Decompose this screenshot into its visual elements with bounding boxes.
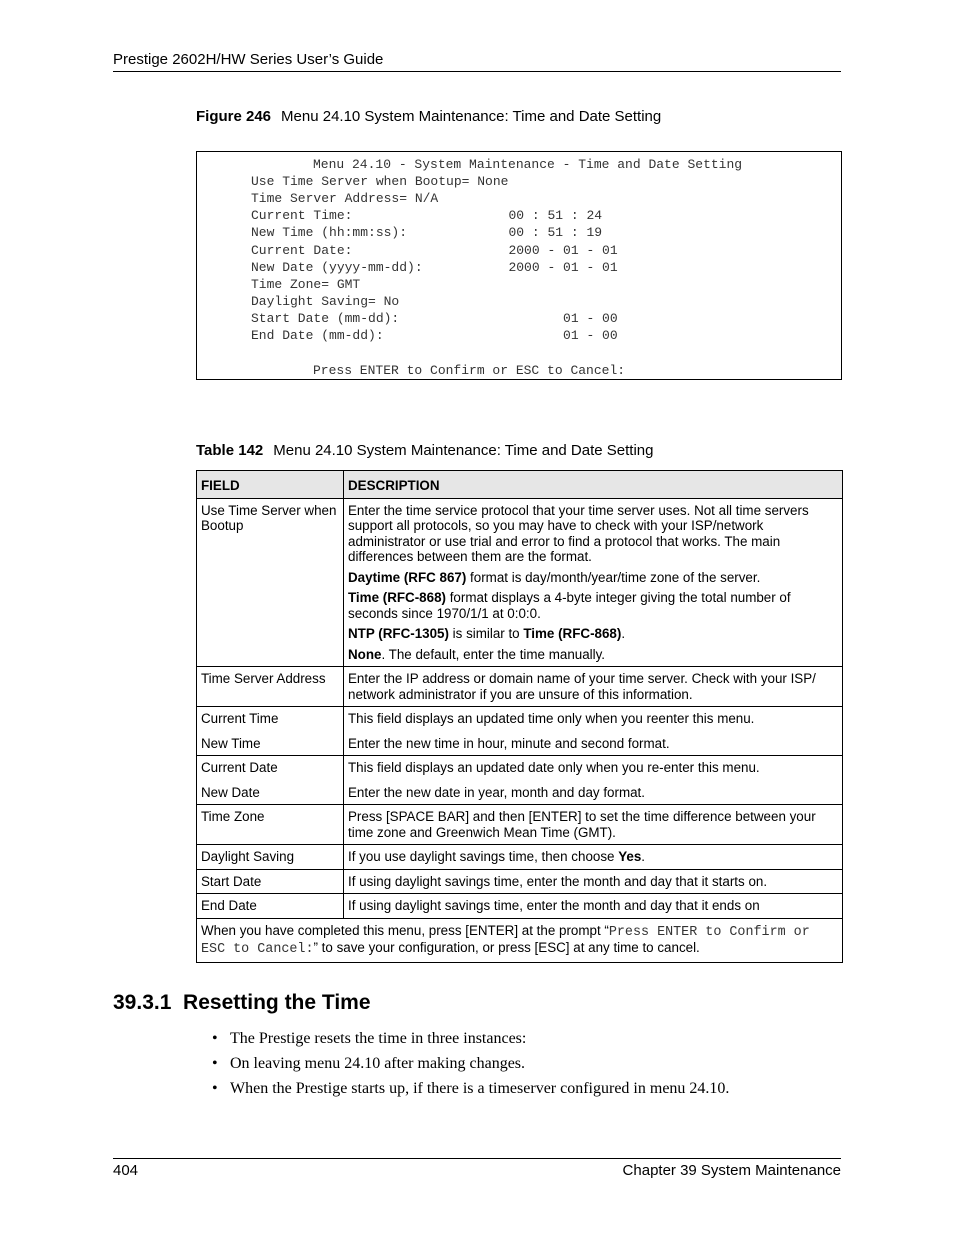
screen-line: Use Time Server when Bootup= None [251, 174, 509, 189]
field-cell: Daylight Saving [197, 845, 344, 870]
figure-caption [196, 108, 661, 125]
screen-prompt-line: Press ENTER to Confirm or ESC to Cancel: [313, 363, 626, 378]
description-cell: Enter the IP address or domain name of your time server. Check with your ISP/ network administrator if you are unsure of this information. [344, 667, 843, 707]
column-header-description: DESCRIPTION [344, 471, 843, 499]
description-text: None. The default, enter the time manually. [348, 646, 606, 662]
screen-line: Start Date (mm-dd): 01 - 00 [251, 311, 618, 326]
table-footer-note: When you have completed this menu, press [ENTER] at the prompt “Press ENTER to Confirm or ESC to Cancel:” to save your configuration, or press [ESC] at any time to cancel. [197, 918, 843, 962]
table-row [197, 756, 843, 805]
field-cell: Current Time New Time [197, 707, 344, 756]
column-header-field: FIELD [197, 471, 344, 499]
field-cell: Current Date New Date [197, 756, 344, 805]
bullet-list [212, 1030, 729, 1105]
screen-line: End Date (mm-dd): 01 - 00 [251, 328, 618, 343]
section-heading: 39.3.1 Resetting the Time [113, 991, 371, 1014]
screen-line: Menu 24.10 - System Maintenance - Time and Date Setting [313, 157, 743, 172]
description-cell: If using daylight savings time, enter the month and day that it starts on. [344, 869, 843, 894]
description-cell: This field displays an updated date only when you re-enter this menu. Enter the new date in year, month and day format. [344, 756, 843, 805]
table-header-row [197, 471, 843, 499]
table-row [197, 894, 843, 919]
field-cell: End Date [197, 894, 344, 919]
list-item: • When the Prestige starts up, if there is a timeserver configured in menu 24.10. [212, 1080, 729, 1105]
table-row [197, 498, 843, 667]
description-cell [344, 498, 843, 667]
screen-line: Time Server Address= N/A [251, 191, 439, 206]
screen-line: New Date (yyyy-mm-dd): 2000 - 01 - 01 [251, 260, 618, 275]
screen-line: Daylight Saving= No [251, 294, 400, 309]
table-label: Table 142 [196, 442, 264, 459]
page-number: 404 [113, 1162, 139, 1179]
screen-line: Current Time: 00 : 51 : 24 [251, 208, 603, 223]
list-item: • On leaving menu 24.10 after making changes. [212, 1055, 729, 1080]
field-cell: Use Time Server when Bootup [197, 498, 344, 667]
description-cell: Press [SPACE BAR] and then [ENTER] to set the time difference between your time zone and Greenwich Mean Time (GMT). [344, 805, 843, 845]
description-text: Daytime (RFC 867) format is day/month/year/time zone of the server. [348, 569, 761, 585]
description-text: Enter the time service protocol that your time server uses. Not all time servers support all protocols, so you may have to check with your ISP/network administrator or use trial and error to find a protocol that works. The main differences between them are the format. [348, 502, 809, 564]
field-description-table [196, 470, 843, 963]
chapter-title: Chapter 39 System Maintenance [622, 1162, 841, 1179]
screen-line: New Time (hh:mm:ss): 00 : 51 : 19 [251, 225, 603, 240]
list-item: • The Prestige resets the time in three instances: [212, 1030, 729, 1055]
description-cell: This field displays an updated time only when you reenter this menu. Enter the new time in hour, minute and second format. [344, 707, 843, 756]
field-cell: Time Zone [197, 805, 344, 845]
figure-title: Menu 24.10 System Maintenance: Time and Date Setting [281, 108, 662, 125]
table-row [197, 869, 843, 894]
screen-line: Time Zone= GMT [251, 277, 361, 292]
description-text: NTP (RFC-1305) is similar to Time (RFC-868). [348, 626, 626, 641]
table-footer-row [197, 918, 843, 962]
table-row [197, 707, 843, 756]
footer-rule [113, 1158, 841, 1159]
figure-label: Figure 246 [196, 108, 272, 125]
running-header-title: Prestige 2602H/HW Series User’s Guide [113, 51, 384, 68]
header-rule [113, 71, 841, 72]
field-cell: Time Server Address [197, 667, 344, 707]
screen-line: Current Date: 2000 - 01 - 01 [251, 243, 618, 258]
table-title: Menu 24.10 System Maintenance: Time and Date Setting [273, 442, 654, 459]
field-cell: Start Date [197, 869, 344, 894]
description-cell: If you use daylight savings time, then choose Yes. [344, 845, 843, 870]
table-row [197, 845, 843, 870]
table-row [197, 805, 843, 845]
description-text: Time (RFC-868) format displays a 4-byte integer giving the total number of seconds since 1970/1/1 at 0:0:0. [348, 590, 791, 621]
table-caption [196, 442, 653, 459]
description-cell: If using daylight savings time, enter the month and day that it ends on [344, 894, 843, 919]
table-row [197, 667, 843, 707]
terminal-screen [196, 151, 842, 380]
